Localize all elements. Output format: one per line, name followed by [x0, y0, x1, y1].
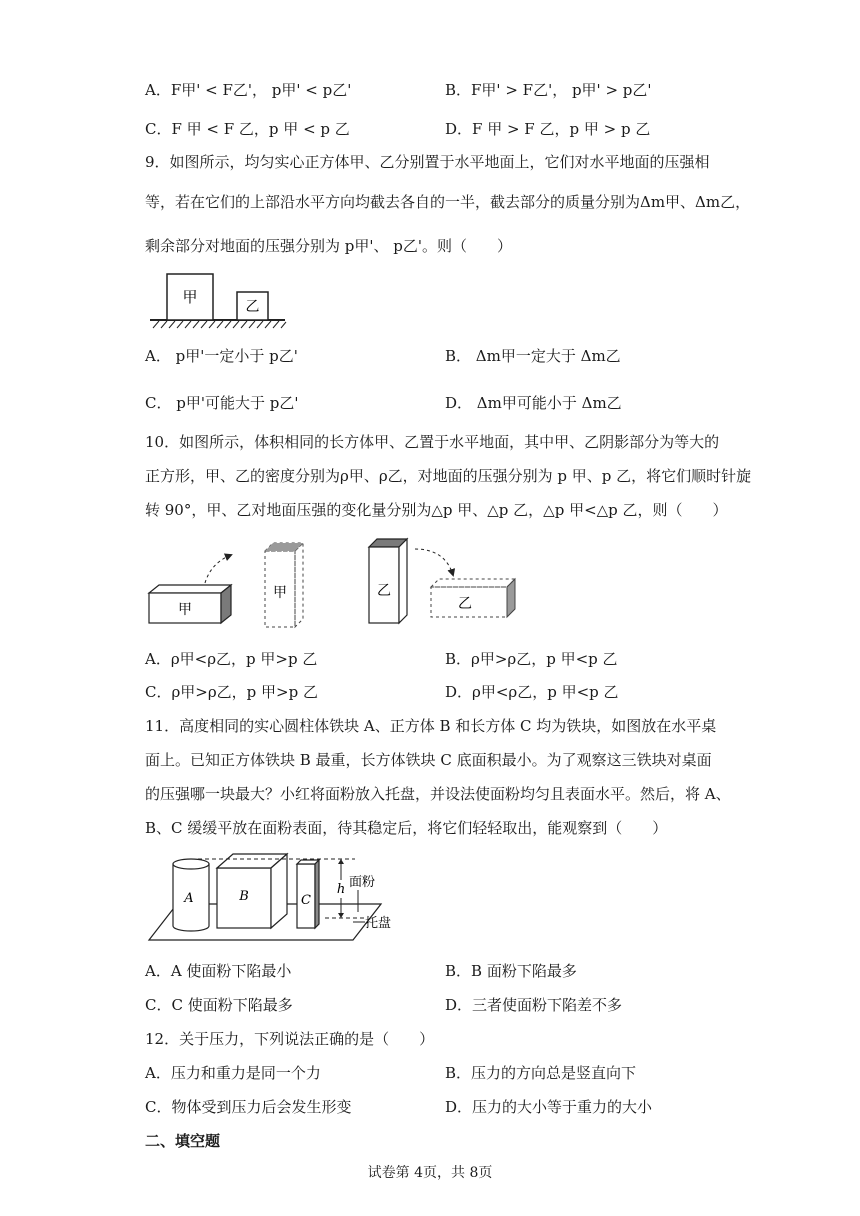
- q12-option-a: A．压力和重力是同一个力: [145, 1064, 321, 1082]
- q10-option-d: D．ρ甲<ρ乙，p 甲<p 乙: [445, 683, 619, 701]
- label-yi-standing: 乙: [377, 583, 391, 599]
- q9-option-a: A． p甲'一定小于 p乙': [145, 347, 298, 365]
- q12-option-c: C．物体受到压力后会发生形变: [145, 1098, 352, 1116]
- q12-option-d: D．压力的大小等于重力的大小: [445, 1098, 653, 1116]
- q9-stem-line2: 等，若在它们的上部沿水平方向均截去各自的一半，截去部分的质量分别为Δm甲、Δm乙，: [145, 193, 751, 211]
- label-jia-lying: 甲: [178, 602, 192, 618]
- block-yi-lying: [431, 579, 515, 617]
- label-jia: 甲: [182, 288, 198, 306]
- label-h: h: [336, 882, 346, 897]
- label-b: B: [239, 889, 249, 904]
- label-jia-standing: 甲: [273, 585, 287, 601]
- q8-option-c: C．F 甲 < F 乙，p 甲 < p 乙: [145, 120, 350, 138]
- q11-stem-line4: B、C 缓缓平放在面粉表面，待其稳定后，将它们轻轻取出，能观察到（ ）: [145, 819, 668, 837]
- q9-stem-line1: 9．如图所示，均匀实心正方体甲、乙分别置于水平地面上，它们对水平地面的压强相: [145, 153, 710, 171]
- block-yi-standing: [369, 539, 407, 623]
- page-footer: 试卷第 4页，共 8页: [367, 1165, 493, 1181]
- q10-option-a: A．ρ甲<ρ乙，p 甲>p 乙: [145, 650, 318, 668]
- q12-option-b: B．压力的方向总是竖直向下: [445, 1064, 637, 1082]
- q8-option-a: A．F甲' < F乙'， p甲' < p乙': [145, 81, 352, 99]
- q11-stem-line1: 11．高度相同的实心圆柱体铁块 A、正方体 B 和长方体 C 均为铁块，如图放在水平桌: [145, 717, 717, 735]
- q11-option-a: A．A 使面粉下陷最小: [145, 962, 292, 980]
- q10-option-c: C．ρ甲>ρ乙，p 甲>p 乙: [145, 683, 318, 701]
- q11-option-d: D．三者使面粉下陷差不多: [445, 996, 623, 1014]
- label-yi-lying: 乙: [458, 596, 472, 612]
- q8-option-b: B．F甲' > F乙'， p甲' > p乙': [445, 81, 652, 99]
- q8-option-d: D．F 甲 > F 乙，p 甲 > p 乙: [445, 120, 651, 138]
- q10-option-b: B．ρ甲>ρ乙，p 甲<p 乙: [445, 650, 618, 668]
- cube-b: [217, 854, 287, 928]
- label-c: C: [301, 893, 311, 908]
- q11-option-c: C．C 使面粉下陷最多: [145, 996, 293, 1014]
- q10-stem-line3: 转 90°，甲、乙对地面压强的变化量分别为△p 甲、△p 乙，△p 甲<△p 乙，则（ ）: [145, 501, 728, 519]
- q9-option-b: B． Δm甲一定大于 Δm乙: [445, 347, 621, 365]
- label-flour: 面粉: [349, 875, 376, 890]
- label-yi: 乙: [245, 299, 260, 315]
- section-heading: 二、填空题: [145, 1132, 221, 1150]
- q12-stem: 12．关于压力，下列说法正确的是（ ）: [145, 1030, 435, 1048]
- label-tray: 托盘: [365, 916, 392, 931]
- q11-option-b: B．B 面粉下陷最多: [445, 962, 577, 980]
- q9-option-d: D． Δm甲可能小于 Δm乙: [445, 394, 622, 412]
- q9-option-c: C． p甲'可能大于 p乙': [145, 394, 299, 412]
- q10-figure: [145, 535, 525, 635]
- q9-figure: [145, 268, 290, 334]
- q11-stem-line3: 的压强哪一块最大？小红将面粉放入托盘，并设法使面粉均匀且表面水平。然后，将 A、: [145, 785, 731, 803]
- q9-stem-line3: 剩余部分对地面的压强分别为 p甲'、 p乙'。则（ ）: [145, 237, 512, 255]
- q11-stem-line2: 面上。已知正方体铁块 B 最重，长方体铁块 C 底面积最小。为了观察这三铁块对桌面: [145, 751, 712, 769]
- q11-figure: [145, 850, 405, 948]
- q10-stem-line2: 正方形，甲、乙的密度分别为ρ甲、ρ乙，对地面的压强分别为 p 甲、p 乙，将它们顺时针旋: [145, 467, 752, 485]
- label-a: A: [184, 891, 194, 906]
- q10-stem-line1: 10．如图所示，体积相同的长方体甲、乙置于水平地面，其中甲、乙阴影部分为等大的: [145, 433, 720, 451]
